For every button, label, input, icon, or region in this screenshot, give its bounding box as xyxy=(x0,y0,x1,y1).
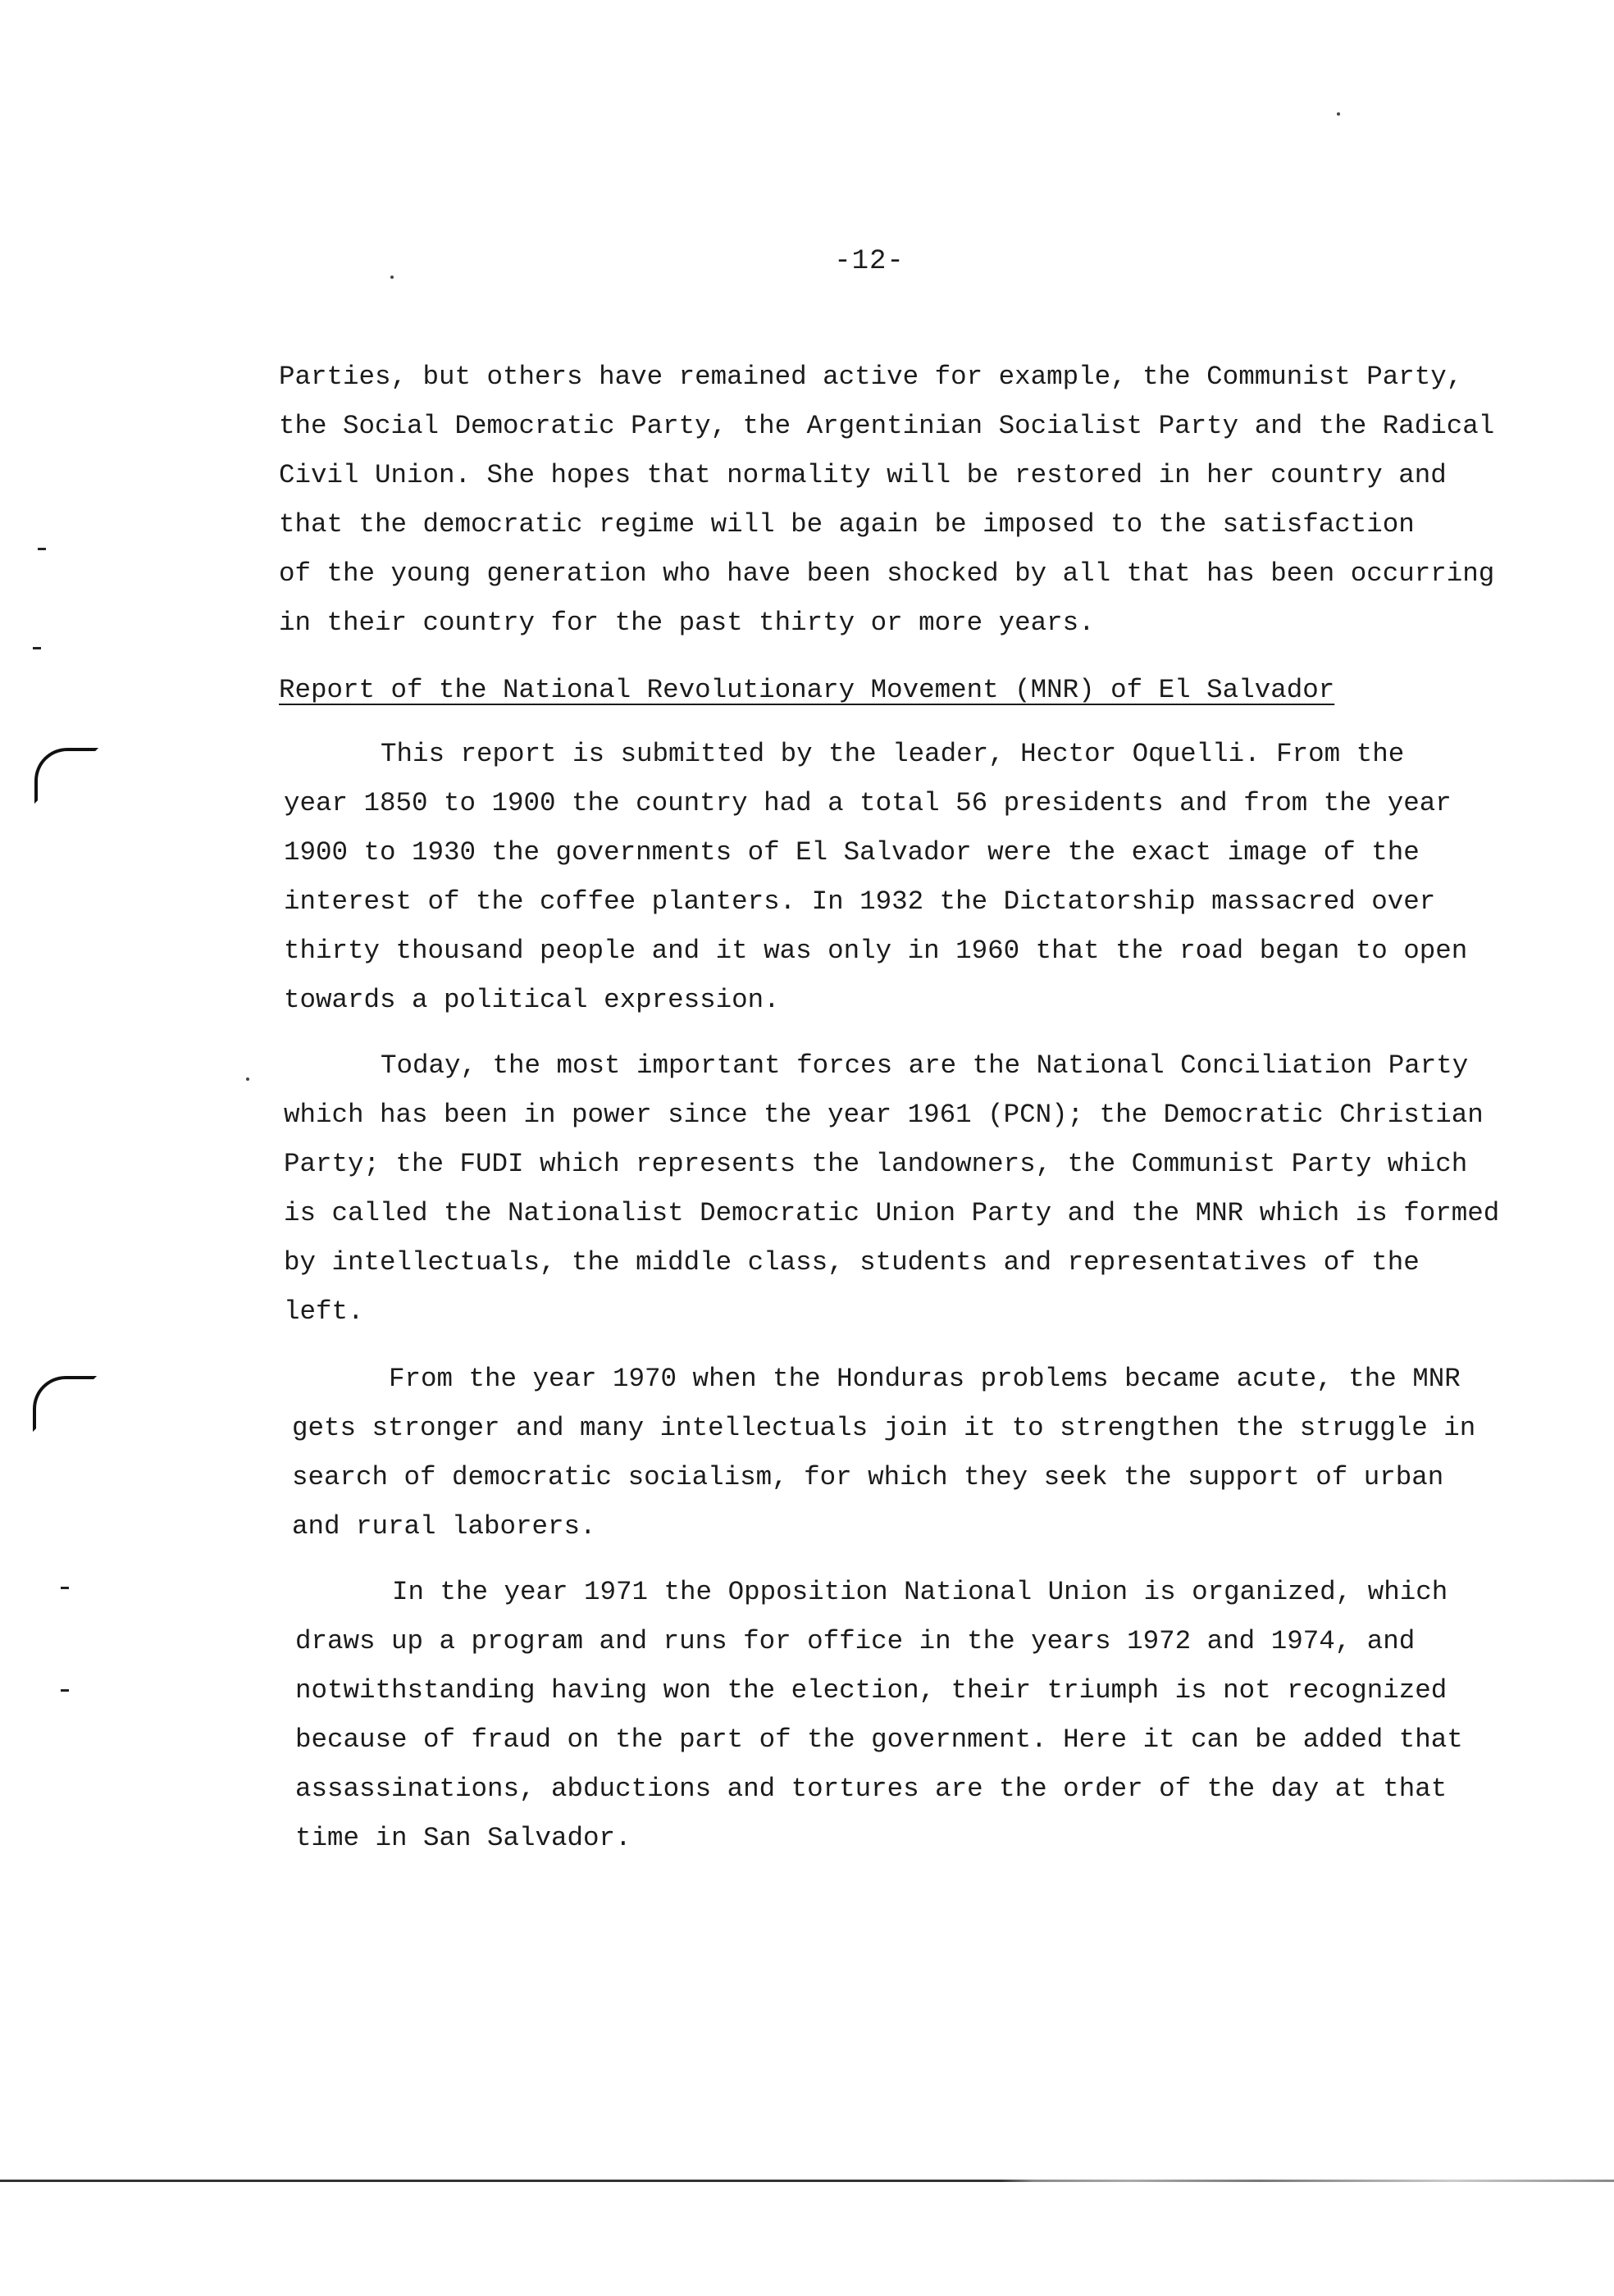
scan-speck xyxy=(246,1077,249,1081)
text-line: This report is submitted by the leader, Hector Oquelli. From the xyxy=(381,739,1405,769)
text-line: notwithstanding having won the election, their triumph is not recognized xyxy=(295,1675,1448,1706)
text-line: Today, the most important forces are the National Conciliation Party xyxy=(381,1050,1469,1081)
paragraph-political-forces xyxy=(284,1041,1499,1337)
text-line: because of fraud on the part of the government. Here it can be added that xyxy=(295,1724,1463,1755)
text-line: towards a political expression. xyxy=(284,985,780,1015)
text-line: assassinations, abductions and tortures are the order of the day at that xyxy=(295,1774,1448,1804)
text-line: From the year 1970 when the Honduras problems became acute, the MNR xyxy=(389,1364,1461,1394)
margin-dash xyxy=(33,647,41,649)
paragraph-mnr-1970 xyxy=(292,1355,1475,1551)
text-line: 1900 to 1930 the governments of El Salvador were the exact image of the xyxy=(284,837,1420,868)
text-line: left. xyxy=(284,1296,364,1327)
margin-dash xyxy=(61,1587,69,1589)
text-line: by intellectuals, the middle class, students and representatives of the xyxy=(284,1247,1420,1278)
punch-hole-mark xyxy=(33,1376,97,1432)
page-number: -12- xyxy=(834,246,905,277)
page-bottom-rule xyxy=(0,2180,1614,2182)
text-line: gets stronger and many intellectuals join it to strengthen the struggle in xyxy=(292,1413,1476,1443)
text-line: the Social Democratic Party, the Argentinian Socialist Party and the Radical xyxy=(279,411,1495,441)
text-line: that the democratic regime will be again be imposed to the satisfaction xyxy=(279,509,1415,540)
margin-dash xyxy=(61,1689,69,1692)
text-line: is called the Nationalist Democratic Union Party and the MNR which is formed xyxy=(284,1198,1500,1228)
scan-speck xyxy=(1337,112,1340,116)
text-line: In the year 1971 the Opposition National Union is organized, which xyxy=(392,1577,1448,1607)
continuation-paragraph xyxy=(279,353,1494,648)
paragraph-opposition-union xyxy=(295,1568,1463,1863)
punch-hole-mark xyxy=(34,748,98,804)
margin-dash xyxy=(38,548,46,550)
text-line: year 1850 to 1900 the country had a total 56 presidents and from the year xyxy=(284,788,1452,818)
text-line: Parties, but others have remained active for example, the Communist Party, xyxy=(279,362,1463,392)
text-line: and rural laborers. xyxy=(292,1511,596,1542)
paragraph-report-intro xyxy=(284,730,1467,1025)
text-line: search of democratic socialism, for which they seek the support of urban xyxy=(292,1462,1444,1492)
text-line: interest of the coffee planters. In 1932 the Dictatorship massacred over xyxy=(284,886,1436,917)
section-heading: Report of the National Revolutionary Movement (MNR) of El Salvador xyxy=(279,675,1335,705)
text-line: of the young generation who have been shocked by all that has been occurring xyxy=(279,558,1495,589)
text-line: Civil Union. She hopes that normality will be restored in her country and xyxy=(279,460,1447,490)
text-line: draws up a program and runs for office in the years 1972 and 1974, and xyxy=(295,1626,1416,1656)
text-line: which has been in power since the year 1961 (PCN); the Democratic Christian xyxy=(284,1100,1484,1130)
text-line: time in San Salvador. xyxy=(295,1823,631,1853)
text-line: in their country for the past thirty or more years. xyxy=(279,608,1095,638)
text-line: Party; the FUDI which represents the landowners, the Communist Party which xyxy=(284,1149,1468,1179)
text-line: thirty thousand people and it was only in 1960 that the road began to open xyxy=(284,936,1468,966)
